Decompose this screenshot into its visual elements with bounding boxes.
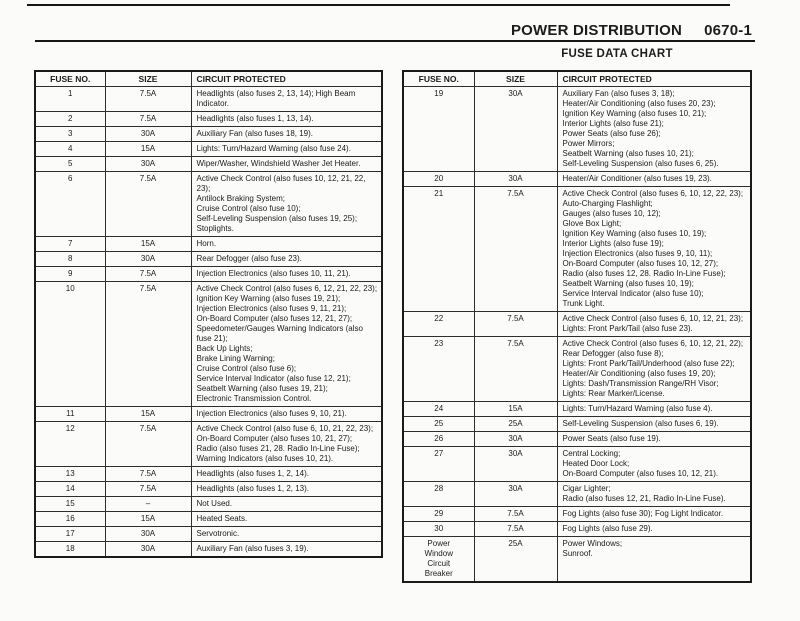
fuse-no-cell <box>403 337 474 402</box>
header-row <box>35 71 382 87</box>
fuse-no-cell <box>403 447 474 482</box>
fuse-no-label: 28 <box>434 484 444 493</box>
fuse-size-cell: 7.5A <box>474 507 557 522</box>
fuse-no-cell <box>403 402 474 417</box>
table-row <box>403 447 751 482</box>
fuse-size-cell: 15A <box>474 402 557 417</box>
circuit-item: Power Mirrors; <box>562 139 615 148</box>
circuit-protected-cell <box>557 432 751 447</box>
circuit-item: Radio (also fuses 12, 21, Radio In-Line Fuse). <box>562 494 726 503</box>
fuse-size-cell: 15A <box>105 142 191 157</box>
circuit-item: Active Check Control (also fuses 6, 10, 12, 21, 23); <box>562 314 744 323</box>
fuse-no-cell <box>35 237 105 252</box>
circuit-item: Power Windows; <box>562 539 623 548</box>
table-row <box>403 417 751 432</box>
circuit-item: Seatbelt Warning (also fuses 10, 19); <box>562 279 694 288</box>
table-row <box>35 127 382 142</box>
fuse-size-cell: 25A <box>474 537 557 583</box>
fuse-no-cell <box>35 112 105 127</box>
fuse-no-label: 19 <box>434 89 444 98</box>
circuit-item: Injection Electronics (also fuses 9, 10, 11); <box>562 249 713 258</box>
fuse-size-cell: 15A <box>105 237 191 252</box>
fuse-no-cell <box>35 142 105 157</box>
fuse-no-cell <box>35 482 105 497</box>
circuit-protected-cell <box>191 497 382 512</box>
fuse-size-cell: 30A <box>474 87 557 172</box>
circuit-protected-cell <box>557 522 751 537</box>
table-row <box>35 87 382 112</box>
circuit-item: On-Board Computer (also fuses 10, 12, 21). <box>562 469 719 478</box>
circuit-protected-cell <box>191 407 382 422</box>
circuit-item: Warning Indicators (also fuses 10, 21). <box>196 454 334 463</box>
table-row <box>35 527 382 542</box>
circuit-item: Wiper/Washer, Windshield Washer Jet Heater. <box>196 159 361 168</box>
header-row <box>403 71 751 87</box>
circuit-item: Self-Leveling Suspension (also fuses 6, 19). <box>562 419 719 428</box>
circuit-protected-cell <box>557 507 751 522</box>
fuse-size-cell: 30A <box>105 542 191 558</box>
circuit-item: Lights: Front Park/Tail (also fuse 23). <box>562 324 693 333</box>
circuit-item: Gauges (also fuses 10, 12); <box>562 209 661 218</box>
column-header-size: SIZE <box>105 71 191 87</box>
fuse-no-label: 5 <box>68 159 73 168</box>
chart-title: FUSE DATA CHART <box>561 48 673 60</box>
circuit-protected-cell <box>191 512 382 527</box>
fuse-no-label: 8 <box>68 254 73 263</box>
circuit-item: On-Board Computer (also fuses 10, 12, 27); <box>562 259 719 268</box>
circuit-item: Fog Lights (also fuse 29). <box>562 524 653 533</box>
circuit-protected-cell <box>191 527 382 542</box>
column-header-circuit-protected: CIRCUIT PROTECTED <box>557 71 751 87</box>
fuse-size-cell: 30A <box>105 157 191 172</box>
table-row <box>35 172 382 237</box>
fuse-size-cell: 7.5A <box>105 172 191 237</box>
fuse-no-label: 29 <box>434 509 444 518</box>
table-row <box>35 112 382 127</box>
table-row <box>35 407 382 422</box>
table-row <box>403 172 751 187</box>
table-row <box>35 252 382 267</box>
circuit-protected-cell <box>191 542 382 558</box>
circuit-item: Servotronic. <box>196 529 240 538</box>
circuit-item: Power Seats (also fuse 19). <box>562 434 661 443</box>
fuse-size-cell: 30A <box>474 482 557 507</box>
fuse-size-cell: 30A <box>474 447 557 482</box>
table-row <box>35 237 382 252</box>
table-row <box>403 537 751 583</box>
fuse-no-label: 14 <box>65 484 75 493</box>
fuse-size-cell: 7.5A <box>105 282 191 407</box>
fuse-no-label: 9 <box>68 269 73 278</box>
fuse-no-cell <box>35 172 105 237</box>
fuse-no-label: 1 <box>68 89 73 98</box>
table-row <box>403 402 751 417</box>
fuse-no-cell <box>403 432 474 447</box>
table-row <box>35 422 382 467</box>
circuit-item: Rear Defogger (also fuse 8); <box>562 349 664 358</box>
circuit-protected-cell <box>557 482 751 507</box>
fuse-size-cell: 7.5A <box>105 87 191 112</box>
circuit-protected-cell <box>191 482 382 497</box>
circuit-item: Trunk Light. <box>562 299 605 308</box>
table-row <box>35 497 382 512</box>
circuit-item: Headlights (also fuses 1, 13, 14). <box>196 114 314 123</box>
circuit-item: Power Seats (also fuse 26); <box>562 129 661 138</box>
table-row <box>403 337 751 402</box>
circuit-item: Injection Electronics (also fuses 9, 11, 21); <box>196 304 347 313</box>
circuit-item: On-Board Computer (also fuses 12, 21, 27); <box>196 314 353 323</box>
circuit-item: Lights: Rear Marker/License. <box>562 389 665 398</box>
circuit-item: Cigar Lighter; <box>562 484 611 493</box>
circuit-protected-cell <box>191 422 382 467</box>
circuit-item: Lights: Turn/Hazard Warning (also fuse 24). <box>196 144 351 153</box>
table-row <box>35 282 382 407</box>
circuit-item: Ignition Key Warning (also fuses 19, 21); <box>196 294 341 303</box>
fuse-no-cell <box>35 467 105 482</box>
circuit-item: Injection Electronics (also fuses 10, 11, 21). <box>196 269 351 278</box>
circuit-item: Injection Electronics (also fuses 9, 10, 21). <box>196 409 347 418</box>
circuit-protected-cell <box>557 87 751 172</box>
fuse-size-cell: 30A <box>105 527 191 542</box>
table-row <box>35 467 382 482</box>
circuit-protected-cell <box>191 282 382 407</box>
circuit-item: Ignition Key Warning (also fuses 10, 21); <box>562 109 707 118</box>
circuit-item: Heated Door Lock; <box>562 459 630 468</box>
fuse-no-cell <box>403 522 474 537</box>
fuse-no-label: 27 <box>434 449 444 458</box>
circuit-item: Central Locking; <box>562 449 621 458</box>
circuit-item: Electronic Transmission Control. <box>196 394 312 403</box>
circuit-item: Ignition Key Warning (also fuses 10, 19); <box>562 229 707 238</box>
fuse-no-cell <box>403 417 474 432</box>
fuse-no-label: 13 <box>65 469 75 478</box>
circuit-item: Brake Lining Warning; <box>196 354 275 363</box>
circuit-item: Headlights (also fuses 1, 2, 14). <box>196 469 310 478</box>
table-row <box>35 267 382 282</box>
circuit-protected-cell <box>557 312 751 337</box>
column-header-fuse-no: FUSE NO. <box>35 71 105 87</box>
circuit-item: Rear Defogger (also fuse 23). <box>196 254 302 263</box>
fuse-size-cell: 7.5A <box>105 112 191 127</box>
circuit-item: Auxiliary Fan (also fuses 3, 19). <box>196 544 309 553</box>
fuse-no-label: 16 <box>65 514 75 523</box>
table-row <box>35 157 382 172</box>
fuse-no-cell <box>403 482 474 507</box>
fuse-no-cell <box>35 252 105 267</box>
fuse-size-cell: 25A <box>474 417 557 432</box>
table-row <box>35 542 382 558</box>
circuit-protected-cell <box>557 172 751 187</box>
circuit-item: Glove Box Light; <box>562 219 622 228</box>
circuit-item: Active Check Control (also fuses 10, 12, 21, 22, 23); <box>196 174 366 193</box>
fuse-no-label: 21 <box>434 189 444 198</box>
fuse-no-label: 6 <box>68 174 73 183</box>
fuse-no-label: 20 <box>434 174 444 183</box>
fuse-no-label: 18 <box>65 544 75 553</box>
fuse-size-cell: 7.5A <box>105 422 191 467</box>
circuit-protected-cell <box>191 252 382 267</box>
circuit-item: Headlights (also fuses 2, 13, 14); High Beam Indicator. <box>196 89 356 108</box>
fuse-size-cell: 30A <box>474 172 557 187</box>
circuit-item: Heater/Air Conditioning (also fuses 19, 20); <box>562 369 716 378</box>
circuit-item: Seatbelt Warning (also fuses 19, 21); <box>196 384 328 393</box>
circuit-protected-cell <box>191 87 382 112</box>
fuse-no-cell <box>35 267 105 282</box>
fuse-size-cell: 7.5A <box>474 522 557 537</box>
fuse-rows-left <box>35 87 382 558</box>
circuit-protected-cell <box>557 337 751 402</box>
table-row <box>35 482 382 497</box>
circuit-item: Heater/Air Conditioner (also fuses 19, 23). <box>562 174 712 183</box>
table-row <box>403 482 751 507</box>
fuse-no-cell <box>35 282 105 407</box>
circuit-item: On-Board Computer (also fuses 10, 21, 27); <box>196 434 353 443</box>
column-header-fuse-no: FUSE NO. <box>403 71 474 87</box>
circuit-item: Self-Leveling Suspension (also fuses 6, 25). <box>562 159 719 168</box>
circuit-item: Active Check Control (also fuse 6, 10, 21, 22, 23); <box>196 424 374 433</box>
fuse-no-label: 12 <box>65 424 75 433</box>
fuse-no-cell <box>403 187 474 312</box>
circuit-item: Stoplights. <box>196 224 234 233</box>
table-row <box>35 512 382 527</box>
fuse-no-cell <box>403 537 474 583</box>
fuse-size-cell: 15A <box>105 407 191 422</box>
fuse-size-cell: 30A <box>105 252 191 267</box>
circuit-item: Radio (also fuses 21, 28. Radio In-Line Fuse); <box>196 444 360 453</box>
fuse-no-cell <box>35 512 105 527</box>
fuse-size-cell: 7.5A <box>474 337 557 402</box>
table-row <box>35 142 382 157</box>
page-title: POWER DISTRIBUTION <box>510 22 683 39</box>
fuse-no-cell <box>35 157 105 172</box>
circuit-item: Auxiliary Fan (also fuses 18, 19). <box>196 129 313 138</box>
fuse-no-cell <box>35 542 105 558</box>
circuit-protected-cell <box>557 417 751 432</box>
circuit-item: Active Check Control (also fuses 6, 10, 12, 21, 22); <box>562 339 744 348</box>
circuit-protected-cell <box>191 237 382 252</box>
circuit-item: Cruise Control (also fuse 10); <box>196 204 301 213</box>
fuse-no-label: 30 <box>434 524 444 533</box>
circuit-item: Interior Lights (also fuse 19); <box>562 239 664 248</box>
circuit-protected-cell <box>191 112 382 127</box>
circuit-item: Fog Lights (also fuse 30); Fog Light Indicator. <box>562 509 724 518</box>
fuse-no-cell <box>35 422 105 467</box>
circuit-protected-cell <box>191 467 382 482</box>
circuit-item: Service Interval Indicator (also fuse 12, 21); <box>196 374 351 383</box>
circuit-protected-cell <box>557 447 751 482</box>
fuse-no-cell <box>403 312 474 337</box>
fuse-size-cell: 7.5A <box>474 187 557 312</box>
top-rule <box>27 4 730 6</box>
fuse-no-cell <box>35 87 105 112</box>
fuse-size-cell: 30A <box>105 127 191 142</box>
circuit-item: Horn. <box>196 239 217 248</box>
circuit-item: Heated Seats. <box>196 514 248 523</box>
circuit-item: Auto-Charging Flashlight; <box>562 199 653 208</box>
circuit-item: Self-Leveling Suspension (also fuses 19, 25); <box>196 214 358 223</box>
table-row <box>403 507 751 522</box>
fuse-size-cell: 30A <box>474 432 557 447</box>
circuit-protected-cell <box>191 157 382 172</box>
fuse-no-label: 23 <box>434 339 444 348</box>
fuse-no-cell <box>35 527 105 542</box>
fuse-no-label: 22 <box>434 314 444 323</box>
circuit-item: Antilock Braking System; <box>196 194 285 203</box>
circuit-item: Lights: Turn/Hazard Warning (also fuse 4). <box>562 404 713 413</box>
fuse-rows-right <box>403 87 751 583</box>
fuse-size-cell: 7.5A <box>474 312 557 337</box>
fuse-table-left <box>34 70 383 558</box>
fuse-no-cell <box>35 407 105 422</box>
circuit-item: Interior Lights (also fuse 21); <box>562 119 664 128</box>
fuse-no-label: 25 <box>434 419 444 428</box>
circuit-item: Back Up Lights; <box>196 344 253 353</box>
fuse-no-label: 15 <box>65 499 75 508</box>
circuit-protected-cell <box>191 267 382 282</box>
table-row <box>403 87 751 172</box>
page-header <box>511 22 752 39</box>
fuse-no-label: 4 <box>68 144 73 153</box>
page-code: 0670-1 <box>704 22 752 39</box>
fuse-no-cell <box>403 172 474 187</box>
fuse-no-label: 2 <box>68 114 73 123</box>
fuse-size-cell: – <box>105 497 191 512</box>
table-row <box>403 187 751 312</box>
circuit-item: Active Check Control (also fuses 6, 10, 12, 22, 23); <box>562 189 744 198</box>
fuse-no-cell <box>35 497 105 512</box>
circuit-item: Heater/Air Conditioning (also fuses 20, 23); <box>562 99 716 108</box>
fuse-no-label: 24 <box>434 404 444 413</box>
fuse-no-label: 3 <box>68 129 73 138</box>
column-header-size: SIZE <box>474 71 557 87</box>
header-rule <box>35 40 755 42</box>
circuit-protected-cell <box>557 402 751 417</box>
circuit-item: Lights: Front Park/Tail/Underhood (also fuse 22); <box>562 359 735 368</box>
circuit-item: Speedometer/Gauges Warning Indicators (also fuse 21); <box>196 324 363 343</box>
fuse-no-cell <box>403 87 474 172</box>
circuit-item: Service Interval Indicator (also fuse 10); <box>562 289 704 298</box>
circuit-protected-cell <box>557 537 751 583</box>
fuse-no-label: 17 <box>65 529 75 538</box>
circuit-item: Headlights (also fuses 1, 2, 13). <box>196 484 310 493</box>
table-row <box>403 312 751 337</box>
circuit-protected-cell <box>191 127 382 142</box>
circuit-protected-cell <box>557 187 751 312</box>
circuit-item: Auxiliary Fan (also fuses 3, 18); <box>562 89 675 98</box>
fuse-no-cell <box>35 127 105 142</box>
fuse-size-cell: 7.5A <box>105 267 191 282</box>
table-row <box>403 432 751 447</box>
fuse-size-cell: 7.5A <box>105 467 191 482</box>
circuit-item: Radio (also fuses 12, 28. Radio In-Line Fuse); <box>562 269 726 278</box>
circuit-item: Sunroof. <box>562 549 593 558</box>
circuit-protected-cell <box>191 172 382 237</box>
circuit-protected-cell <box>191 142 382 157</box>
table-row <box>403 522 751 537</box>
fuse-no-cell <box>403 507 474 522</box>
fuse-table-right <box>402 70 752 583</box>
circuit-item: Not Used. <box>196 499 233 508</box>
fuse-no-label: 10 <box>65 284 75 293</box>
fuse-size-cell: 15A <box>105 512 191 527</box>
circuit-item: Active Check Control (also fuses 6, 12, 21, 22, 23); <box>196 284 378 293</box>
circuit-item: Lights: Dash/Transmission Range/RH Visor; <box>562 379 719 388</box>
fuse-no-label: 7 <box>68 239 73 248</box>
circuit-item: Seatbelt Warning (also fuses 10, 21); <box>562 149 694 158</box>
column-header-circuit-protected: CIRCUIT PROTECTED <box>191 71 382 87</box>
fuse-no-label: 11 <box>66 409 75 418</box>
circuit-item: Cruise Control (also fuse 6); <box>196 364 297 373</box>
fuse-size-cell: 7.5A <box>105 482 191 497</box>
fuse-no-label: 26 <box>434 434 444 443</box>
fuse-no-label: Power Window Circuit Breaker <box>424 539 453 578</box>
